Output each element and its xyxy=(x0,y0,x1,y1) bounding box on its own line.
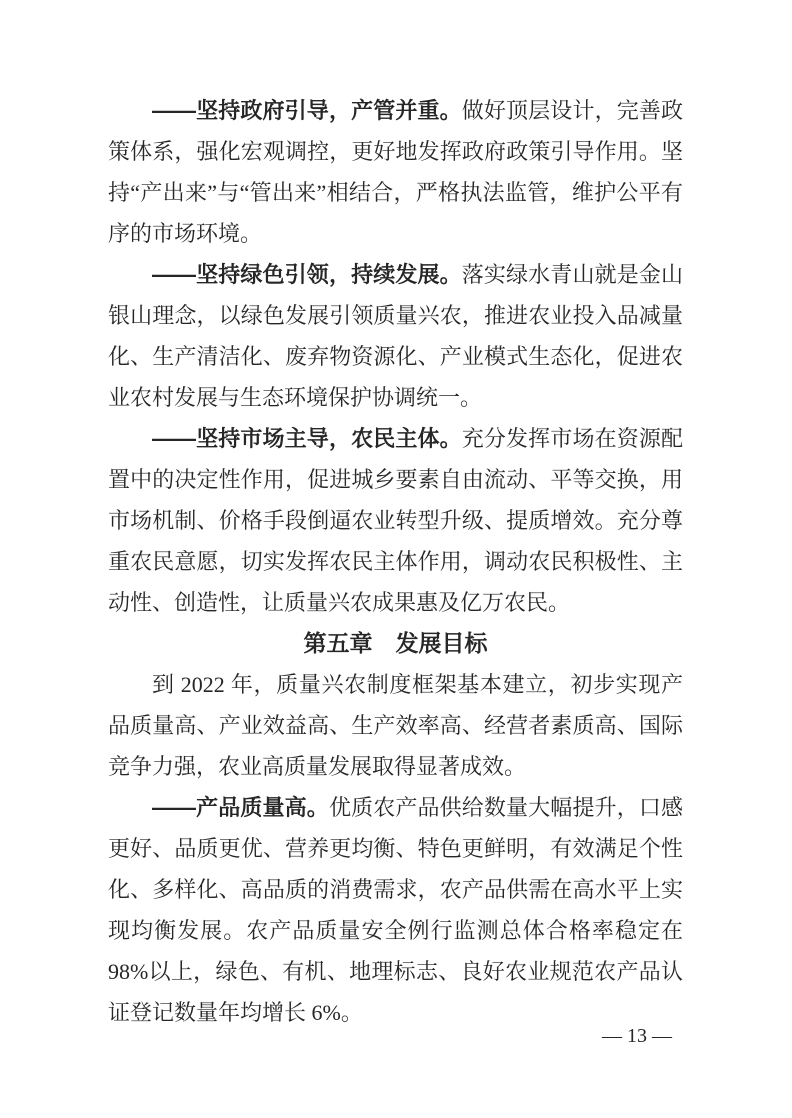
paragraph-text: 优质农产品供给数量大幅提升，口感更好、品质更优、营养更均衡、特色更鲜明，有效满足个性化、多样化、高品质的消费需求，农产品供需在高水平上实现均衡发展。农产品质量安全例行监测总体合格率稳定在 98%以上，绿色、有机、地理标志、良好农业规范农产品认证登记数量年均增长 6%。 xyxy=(108,795,683,1025)
document-body xyxy=(108,90,683,1033)
page-footer xyxy=(0,1024,672,1048)
paragraph-bold-lead: ——产品质量高。 xyxy=(152,795,329,820)
paragraph-text: 做好顶层设计，完善政策体系，强化宏观调控，更好地发挥政府政策引导作用。坚持“产出来”与“管出来”相结合，严格执法监管，维护公平有序的市场环境。 xyxy=(108,98,683,246)
policy-paragraph-green-development xyxy=(108,254,683,418)
chapter-heading: 第五章 发展目标 xyxy=(303,630,488,656)
policy-paragraph-product-quality xyxy=(108,787,683,1033)
paragraph-bold-lead: ——坚持绿色引领，持续发展。 xyxy=(152,262,462,287)
policy-paragraph-2022-goals xyxy=(108,664,683,787)
paragraph-text: 落实绿水青山就是金山银山理念，以绿色发展引领质量兴农，推进农业投入品减量化、生产清洁化、废弃物资源化、产业模式生态化，促进农业农村发展与生态环境保护协调统一。 xyxy=(108,262,683,410)
page-number: — 13 — xyxy=(602,1025,672,1047)
paragraph-bold-lead: ——坚持政府引导，产管并重。 xyxy=(152,98,462,123)
policy-paragraph-market-led xyxy=(108,418,683,623)
paragraph-text: 充分发挥市场在资源配置中的决定性作用，促进城乡要素自由流动、平等交换，用市场机制、价格手段倒逼农业转型升级、提质增效。充分尊重农民意愿，切实发挥农民主体作用，调动农民积极性、主动性、创造性，让质量兴农成果惠及亿万农民。 xyxy=(108,426,683,615)
paragraph-bold-lead: ——坚持市场主导，农民主体。 xyxy=(152,426,462,451)
paragraph-text: 到 2022 年，质量兴农制度框架基本建立，初步实现产品质量高、产业效益高、生产效率高、经营者素质高、国际竞争力强，农业高质量发展取得显著成效。 xyxy=(108,672,683,779)
policy-paragraph-government-guidance xyxy=(108,90,683,254)
